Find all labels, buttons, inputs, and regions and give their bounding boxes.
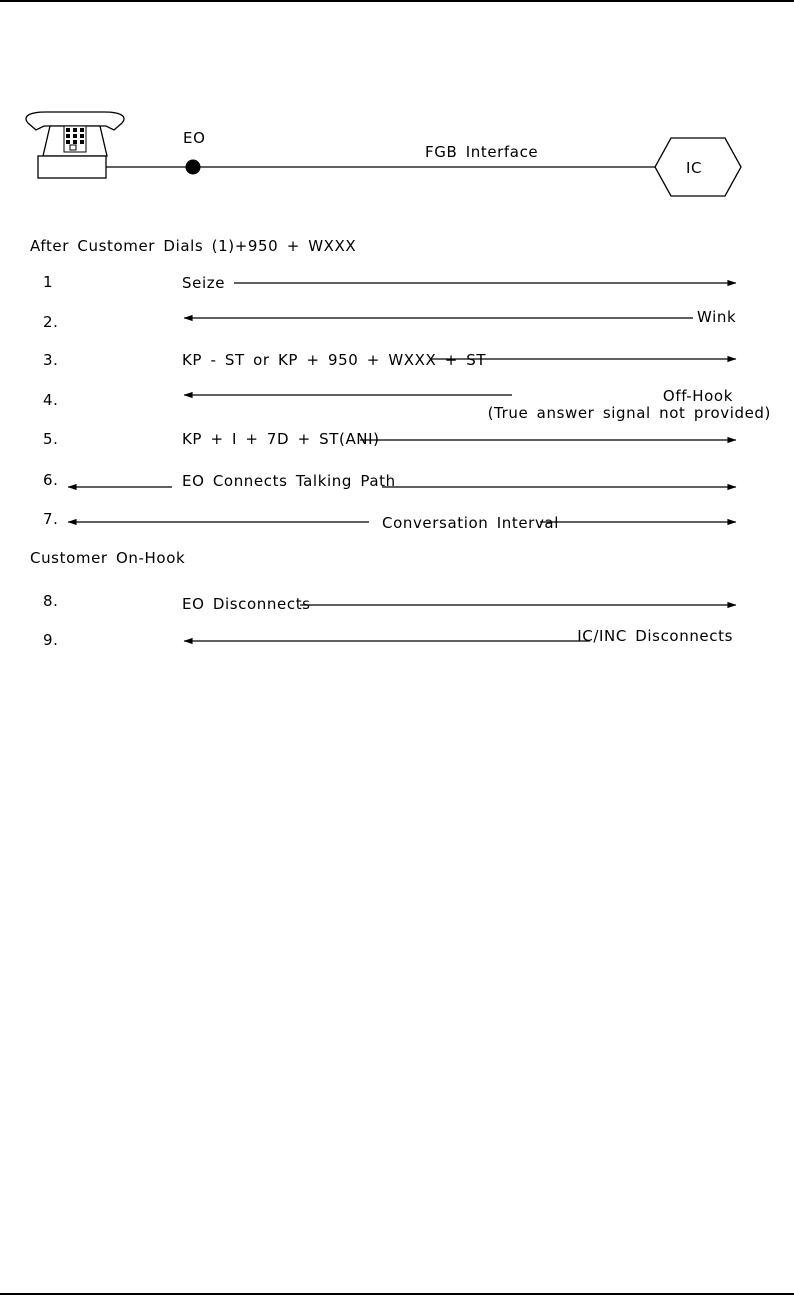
- step-label: EO Disconnects: [182, 595, 311, 613]
- step-label: Wink: [697, 308, 737, 326]
- step-label: Off-Hook: [662, 387, 733, 405]
- step-number: 5.: [43, 430, 59, 448]
- step-label: KP - ST or KP + 950 + WXXX + ST: [182, 351, 487, 369]
- step-label: EO Connects Talking Path: [182, 472, 396, 490]
- section-heading-on-hook: Customer On-Hook: [30, 549, 186, 567]
- telephone-icon: [26, 112, 124, 178]
- step-label: Conversation Interval: [382, 514, 559, 532]
- step-number: 8.: [43, 592, 59, 610]
- step-number: 3.: [43, 351, 59, 369]
- ic-label: IC: [686, 159, 703, 177]
- bottom-rule: [0, 1293, 794, 1295]
- step-number: 1: [43, 273, 54, 291]
- step-label: Seize: [182, 274, 226, 292]
- section-heading-dialing: After Customer Dials (1)+950 + WXXX: [30, 237, 357, 255]
- step-number: 7.: [43, 510, 59, 528]
- step-sublabel: (True answer signal not provided): [487, 404, 771, 422]
- eo-label: EO: [183, 129, 206, 147]
- step-label: KP + I + 7D + ST(ANI): [182, 430, 380, 448]
- step-label: IC/INC Disconnects: [577, 627, 733, 645]
- step-number: 6.: [43, 471, 59, 489]
- step-number: 2.: [43, 313, 59, 331]
- step-number: 9.: [43, 631, 59, 649]
- step-number: 4.: [43, 391, 59, 409]
- interface-label: FGB Interface: [425, 143, 539, 161]
- eo-node: [186, 160, 201, 175]
